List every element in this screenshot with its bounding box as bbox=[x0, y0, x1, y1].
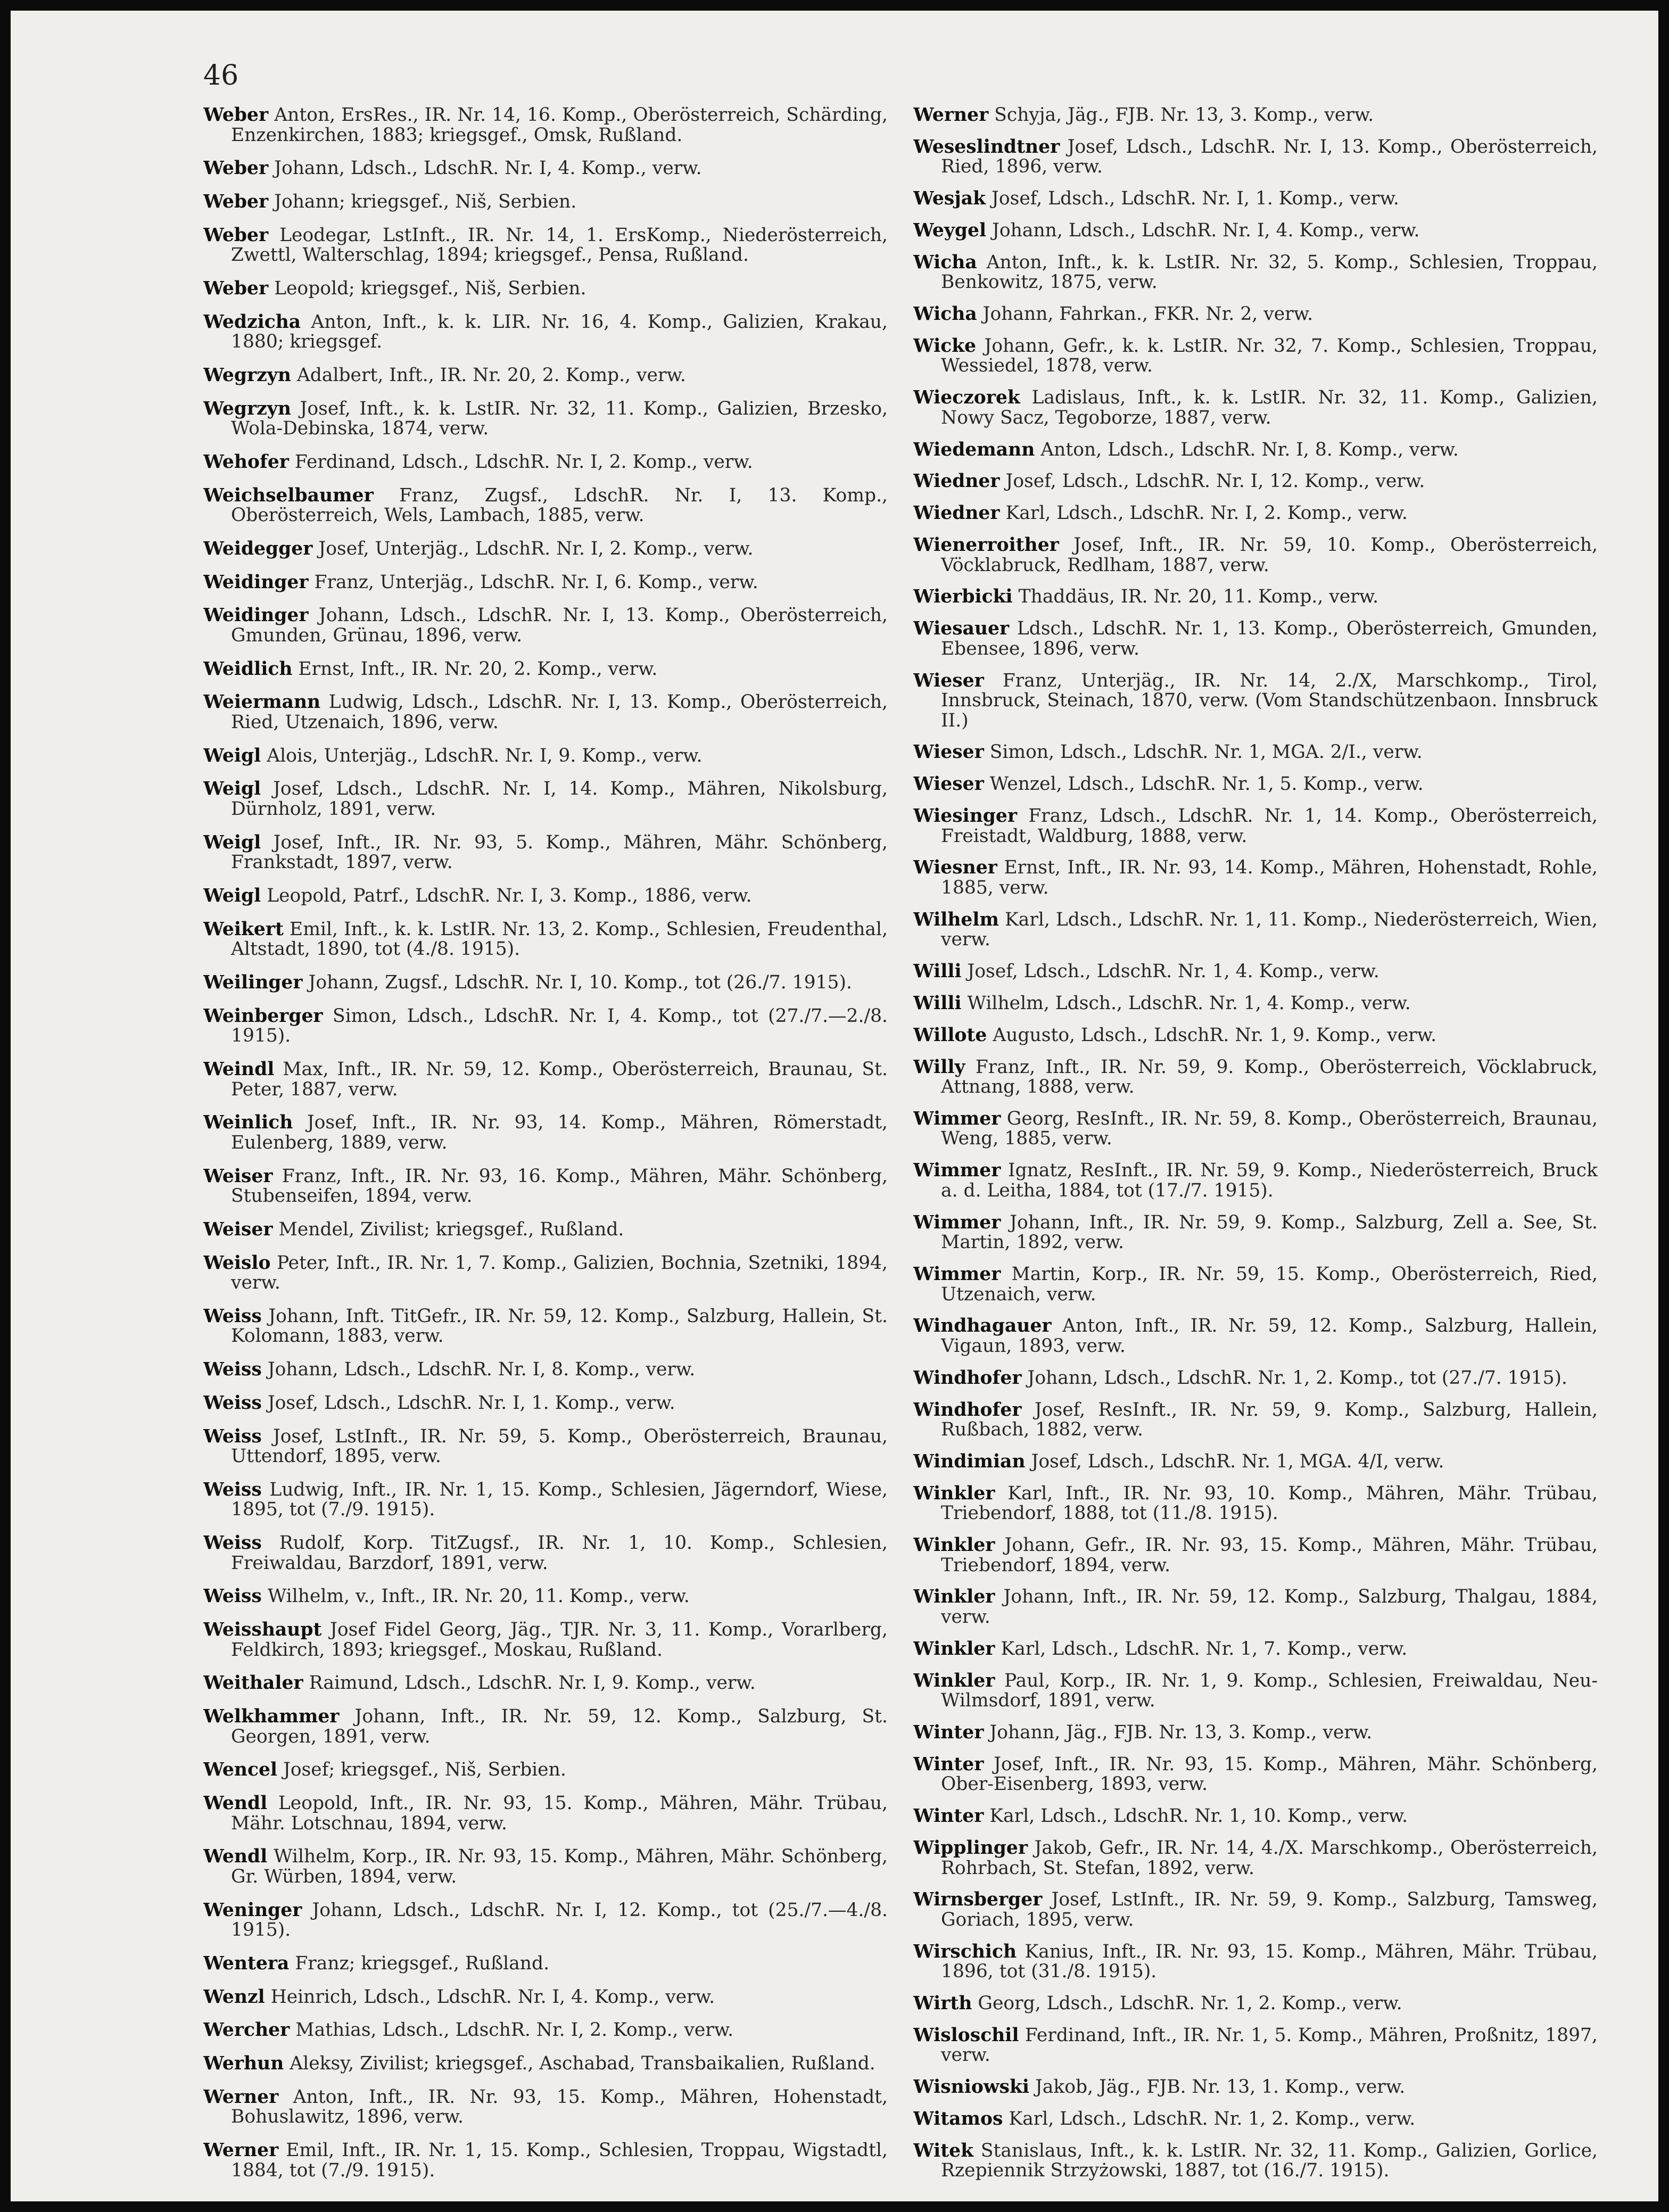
entry-surname: Weiss bbox=[203, 1305, 262, 1327]
entry-surname: Werner bbox=[203, 2086, 279, 2108]
list-entry bbox=[203, 746, 888, 766]
entry-details: Josef, Ldsch., LdschR. Nr. 1, MGA. 4/I, verw. bbox=[1031, 1450, 1444, 1472]
page-number: 46 bbox=[203, 60, 239, 92]
entry-surname: Wienerroither bbox=[913, 534, 1059, 556]
entry-surname: Wentera bbox=[203, 1953, 290, 1975]
entry-surname: Werner bbox=[913, 105, 989, 126]
entry-surname: Wercher bbox=[203, 2019, 290, 2041]
entry-details: Georg, ResInft., IR. Nr. 59, 8. Komp., Oberösterreich, Braunau, Weng, 1885, verw. bbox=[941, 1108, 1598, 1150]
entry-surname: Weber bbox=[203, 191, 269, 212]
list-entry bbox=[203, 105, 888, 145]
list-entry bbox=[203, 1307, 888, 1347]
entry-details: Johann, Inft., IR. Nr. 59, 12. Komp., Salzburg, Thalgau, 1884, verw. bbox=[941, 1586, 1598, 1628]
entry-details: Ferdinand, Inft., IR. Nr. 1, 5. Komp., Mähren, Proßnitz, 1897, verw. bbox=[941, 2024, 1598, 2066]
entry-details: Heinrich, Ldsch., LdschR. Nr. I, 4. Komp., verw. bbox=[270, 1986, 715, 2008]
entry-surname: Weiss bbox=[203, 1425, 262, 1447]
entry-surname: Wesjak bbox=[913, 188, 986, 210]
list-entry bbox=[203, 1427, 888, 1467]
entry-details: Kanius, Inft., IR. Nr. 93, 15. Komp., Mähren, Mähr. Trübau, 1896, tot (31./8. 1915). bbox=[941, 1941, 1598, 1983]
list-entry bbox=[203, 2054, 888, 2074]
entry-surname: Weiermann bbox=[203, 691, 321, 713]
entry-details: Franz, Unterjäg., LdschR. Nr. I, 6. Komp., verw. bbox=[314, 571, 758, 593]
entry-surname: Weigl bbox=[203, 745, 261, 766]
entry-surname: Wimmer bbox=[913, 1211, 1001, 1233]
entry-surname: Weiss bbox=[203, 1479, 262, 1500]
list-entry bbox=[203, 486, 888, 526]
list-entry bbox=[913, 440, 1598, 460]
list-entry bbox=[203, 1987, 888, 2008]
entry-details: Anton, Inft., k. k. LIR. Nr. 16, 4. Komp., Galizien, Krakau, 1880; kriegsgef. bbox=[231, 311, 888, 353]
entry-details: Johann, Gefr., IR. Nr. 93, 15. Komp., Mähren, Mähr. Trübau, Triebendorf, 1894, verw. bbox=[941, 1534, 1598, 1576]
entry-details: Max, Inft., IR. Nr. 59, 12. Komp., Oberösterreich, Braunau, St. Peter, 1887, verw. bbox=[231, 1059, 888, 1100]
entry-details: Josef, Inft., IR. Nr. 93, 14. Komp., Mähren, Römerstadt, Eulenberg, 1889, verw. bbox=[231, 1112, 888, 1153]
entry-details: Franz, Inft., IR. Nr. 93, 16. Komp., Mähren, Mähr. Schönberg, Stubenseifen, 1894, verw. bbox=[231, 1165, 888, 1207]
entry-surname: Wenzl bbox=[203, 1986, 265, 2008]
list-entry bbox=[203, 1167, 888, 1207]
entry-details: Wilhelm, v., Inft., IR. Nr. 20, 11. Komp., verw. bbox=[267, 1586, 690, 1607]
entry-surname: Wierbicki bbox=[913, 586, 1013, 608]
entry-surname: Weber bbox=[203, 224, 269, 246]
entry-surname: Wimmer bbox=[913, 1160, 1001, 1182]
entry-details: Johann, Inft. TitGefr., IR. Nr. 59, 12. Komp., Salzburg, Hallein, St. Kolomann, 1883, verw. bbox=[231, 1305, 888, 1347]
entry-details: Georg, Ldsch., LdschR. Nr. 1, 2. Komp., verw. bbox=[978, 1993, 1402, 2015]
entry-surname: Weiss bbox=[203, 1359, 262, 1381]
entry-details: Augusto, Ldsch., LdschR. Nr. 1, 9. Komp., verw. bbox=[993, 1024, 1437, 1046]
list-entry bbox=[203, 659, 888, 680]
entry-details: Josef, LstInft., IR. Nr. 59, 9. Komp., Salzburg, Tamsweg, Goriach, 1895, verw. bbox=[941, 1889, 1598, 1930]
list-entry bbox=[913, 1213, 1598, 1253]
list-entry bbox=[913, 1265, 1598, 1305]
list-entry bbox=[913, 1026, 1598, 1046]
entry-surname: Winkler bbox=[913, 1534, 995, 1556]
list-entry bbox=[203, 1954, 888, 1974]
entry-surname: Weikert bbox=[203, 918, 284, 940]
list-entry bbox=[913, 2077, 1598, 2098]
entry-surname: Wimmer bbox=[913, 1264, 1001, 1285]
list-entry bbox=[203, 399, 888, 439]
list-entry bbox=[913, 2141, 1598, 2181]
list-entry bbox=[203, 1253, 888, 1293]
entry-surname: Weiss bbox=[203, 1586, 262, 1607]
list-entry bbox=[913, 388, 1598, 428]
list-entry bbox=[203, 539, 888, 559]
list-entry bbox=[913, 774, 1598, 795]
entry-surname: Wicke bbox=[913, 335, 977, 357]
entry-surname: Weigl bbox=[203, 885, 261, 906]
entry-surname: Weidinger bbox=[203, 605, 309, 626]
list-entry bbox=[203, 226, 888, 266]
list-entry bbox=[913, 336, 1598, 376]
list-entry bbox=[203, 2020, 888, 2041]
list-entry bbox=[913, 742, 1598, 763]
list-entry bbox=[913, 1484, 1598, 1524]
entry-surname: Weisshaupt bbox=[203, 1619, 322, 1641]
entry-surname: Weithaler bbox=[203, 1672, 303, 1694]
entry-details: Leodegar, LstInft., IR. Nr. 14, 1. ErsKomp., Niederösterreich, Zwettl, Walterschlag, 1894; kriegsgef., Pensa, Rußland. bbox=[231, 224, 888, 266]
list-entry bbox=[913, 587, 1598, 607]
entry-details: Josef, Ldsch., LdschR. Nr. I, 14. Komp., Mähren, Nikolsburg, Dürnholz, 1891, verw. bbox=[231, 778, 888, 820]
list-entry bbox=[203, 1220, 888, 1240]
entry-surname: Wilhelm bbox=[913, 909, 999, 930]
list-entry bbox=[203, 366, 888, 386]
entry-details: Josef, Ldsch., LdschR. Nr. I, 12. Komp., verw. bbox=[1005, 471, 1425, 492]
entry-details: Johann, Fahrkan., FKR. Nr. 2, verw. bbox=[982, 303, 1313, 325]
list-entry bbox=[203, 1060, 888, 1100]
entry-details: Franz, Zugsf., LdschR. Nr. I, 13. Komp., Oberösterreich, Wels, Lambach, 1885, verw. bbox=[231, 484, 888, 526]
entry-surname: Windimian bbox=[913, 1450, 1026, 1472]
entry-surname: Weiss bbox=[203, 1532, 262, 1554]
entry-surname: Weiser bbox=[203, 1165, 273, 1187]
entry-surname: Wicha bbox=[913, 303, 977, 325]
entry-details: Leopold, Patrf., LdschR. Nr. I, 3. Komp., 1886, verw. bbox=[267, 885, 752, 906]
list-entry bbox=[203, 1587, 888, 1607]
entry-surname: Weygel bbox=[913, 219, 987, 241]
entry-surname: Wiesinger bbox=[913, 805, 1018, 827]
entry-details: Johann, Zugsf., LdschR. Nr. I, 10. Komp., tot (26./7. 1915). bbox=[308, 972, 852, 993]
entry-surname: Weiss bbox=[203, 1392, 262, 1414]
entry-surname: Wirschich bbox=[913, 1941, 1017, 1962]
entry-details: Anton, Inft., IR. Nr. 93, 15. Komp., Mähren, Hohenstadt, Bohuslawitz, 1896, verw. bbox=[231, 2086, 888, 2128]
entry-details: Aleksy, Zivilist; kriegsgef., Aschabad, Transbaikalien, Rußland. bbox=[290, 2053, 875, 2075]
list-entry bbox=[203, 192, 888, 212]
entry-surname: Wipplinger bbox=[913, 1837, 1028, 1859]
entry-surname: Willote bbox=[913, 1024, 987, 1046]
list-entry bbox=[203, 2141, 888, 2181]
entry-details: Josef, Inft., IR. Nr. 59, 10. Komp., Oberösterreich, Vöcklabruck, Redlham, 1887, verw. bbox=[941, 534, 1598, 576]
entry-details: Johann, Ldsch., LdschR. Nr. I, 12. Komp., tot (25./7.—4./8. 1915). bbox=[231, 1899, 888, 1941]
entry-details: Johann, Gefr., k. k. LstIR. Nr. 32, 7. Komp., Schlesien, Troppau, Wessiedel, 1878, verw. bbox=[941, 335, 1598, 377]
entry-details: Ernst, Inft., IR. Nr. 20, 2. Komp., verw. bbox=[298, 658, 658, 680]
document-page bbox=[11, 11, 1658, 2201]
entry-details: Josef, LstInft., IR. Nr. 59, 5. Komp., Oberösterreich, Braunau, Uttendorf, 1895, verw. bbox=[231, 1425, 888, 1467]
list-entry bbox=[203, 1480, 888, 1520]
entry-surname: Winkler bbox=[913, 1638, 995, 1660]
entry-surname: Winkler bbox=[913, 1586, 995, 1608]
entry-surname: Willi bbox=[913, 992, 962, 1014]
entry-surname: Wieser bbox=[913, 670, 984, 691]
entry-details: Karl, Inft., IR. Nr. 93, 10. Komp., Mähren, Mähr. Trübau, Triebendorf, 1888, tot (11./8. 1915). bbox=[941, 1482, 1598, 1524]
entry-surname: Wedzicha bbox=[203, 311, 301, 333]
entry-details: Stanislaus, Inft., k. k. LstIR. Nr. 32, 11. Komp., Galizien, Gorlice, Rzepiennik Strzyżowski, 1887, tot (16./7. 1915). bbox=[941, 2140, 1598, 2181]
entry-details: Mathias, Ldsch., LdschR. Nr. I, 2. Komp., verw. bbox=[295, 2019, 734, 2041]
entry-surname: Wicha bbox=[913, 251, 977, 273]
list-entry bbox=[203, 886, 888, 906]
entry-details: Thaddäus, IR. Nr. 20, 11. Komp., verw. bbox=[1018, 586, 1379, 608]
entry-details: Raimund, Ldsch., LdschR. Nr. I, 9. Komp., verw. bbox=[309, 1672, 756, 1694]
entry-details: Ignatz, ResInft., IR. Nr. 59, 9. Komp., Niederösterreich, Bruck a. d. Leitha, 1884, tot (17./7. 1915). bbox=[941, 1160, 1598, 1201]
entry-details: Peter, Inft., IR. Nr. 1, 7. Komp., Galizien, Bochnia, Szetniki, 1894, verw. bbox=[231, 1252, 888, 1294]
list-entry bbox=[913, 304, 1598, 325]
entry-details: Franz, Inft., IR. Nr. 59, 9. Komp., Oberösterreich, Vöcklabruck, Attnang, 1888, verw. bbox=[941, 1056, 1598, 1098]
entry-details: Emil, Inft., k. k. LstIR. Nr. 13, 2. Komp., Schlesien, Freudenthal, Altstadt, 1890, tot (4./8. 1915). bbox=[231, 918, 888, 960]
entry-details: Emil, Inft., IR. Nr. 1, 15. Komp., Schlesien, Troppau, Wigstadtl, 1884, tot (7./9. 1915). bbox=[231, 2140, 888, 2181]
entry-details: Franz; kriegsgef., Rußland. bbox=[295, 1953, 550, 1975]
entry-surname: Weindl bbox=[203, 1059, 275, 1080]
list-entry bbox=[203, 920, 888, 960]
list-entry bbox=[913, 1316, 1598, 1356]
entry-details: Karl, Ldsch., LdschR. Nr. 1, 10. Komp., verw. bbox=[989, 1805, 1408, 1827]
entry-surname: Willi bbox=[913, 961, 962, 983]
entry-details: Anton, Inft., IR. Nr. 59, 12. Komp., Salzburg, Hallein, Vigaun, 1893, verw. bbox=[941, 1315, 1598, 1357]
entry-surname: Werhun bbox=[203, 2053, 284, 2075]
entry-surname: Wiesauer bbox=[913, 618, 1010, 640]
list-entry bbox=[203, 779, 888, 819]
entry-details: Anton, ErsRes., IR. Nr. 14, 16. Komp., Oberösterreich, Schärding, Enzenkirchen, 1883; kriegsgef., Omsk, Rußland. bbox=[231, 105, 888, 146]
entry-surname: Wiedner bbox=[913, 471, 1000, 492]
entry-details: Karl, Ldsch., LdschR. Nr. 1, 11. Komp., Niederösterreich, Wien, verw. bbox=[941, 909, 1598, 951]
entry-surname: Wimmer bbox=[913, 1108, 1001, 1129]
entry-surname: Weninger bbox=[203, 1899, 302, 1921]
list-entry bbox=[203, 1006, 888, 1046]
entry-details: Jakob, Jäg., FJB. Nr. 13, 1. Komp., verw. bbox=[1035, 2076, 1406, 2098]
entry-details: Rudolf, Korp. TitZugsf., IR. Nr. 1, 10. Komp., Schlesien, Freiwaldau, Barzdorf, 1891, verw. bbox=[231, 1532, 888, 1574]
list-entry bbox=[913, 504, 1598, 524]
entry-surname: Wirth bbox=[913, 1993, 972, 2015]
entry-surname: Weiser bbox=[203, 1218, 273, 1240]
list-entry bbox=[913, 858, 1598, 898]
list-entry bbox=[203, 1901, 888, 1941]
entry-details: Josef, Ldsch., LdschR. Nr. I, 1. Komp., verw. bbox=[992, 188, 1399, 210]
list-entry bbox=[203, 1847, 888, 1887]
list-entry bbox=[913, 1368, 1598, 1389]
list-entry bbox=[203, 159, 888, 179]
entry-details: Jakob, Gefr., IR. Nr. 14, 4./X. Marschkomp., Oberösterreich, Rohrbach, St. Stefan, 1892, verw. bbox=[941, 1837, 1598, 1879]
entry-details: Ferdinand, Ldsch., LdschR. Nr. I, 2. Komp., verw. bbox=[294, 451, 753, 473]
entry-surname: Weber bbox=[203, 105, 269, 126]
entry-details: Ludwig, Ldsch., LdschR. Nr. I, 13. Komp., Oberösterreich, Ried, Utzenaich, 1896, verw. bbox=[231, 691, 888, 733]
entry-surname: Winkler bbox=[913, 1482, 995, 1504]
entry-surname: Weichselbaumer bbox=[203, 484, 374, 506]
entry-surname: Winter bbox=[913, 1753, 984, 1775]
entry-surname: Wendl bbox=[203, 1846, 268, 1868]
list-entry bbox=[913, 2109, 1598, 2130]
list-entry bbox=[913, 1161, 1598, 1201]
list-entry bbox=[203, 1113, 888, 1153]
entry-details: Johann, Ldsch., LdschR. Nr. I, 8. Komp., verw. bbox=[267, 1359, 696, 1381]
list-entry bbox=[203, 1533, 888, 1573]
entry-details: Alois, Unterjäg., LdschR. Nr. I, 9. Komp., verw. bbox=[267, 745, 703, 766]
list-entry bbox=[913, 2026, 1598, 2066]
entry-details: Josef, Inft., IR. Nr. 93, 15. Komp., Mähren, Mähr. Schönberg, Ober-Eisenberg, 1893, verw. bbox=[941, 1753, 1598, 1795]
list-entry bbox=[913, 1942, 1598, 1982]
list-entry bbox=[913, 105, 1598, 126]
entry-surname: Wieser bbox=[913, 773, 984, 795]
entry-details: Franz, Ldsch., LdschR. Nr. 1, 14. Komp., Oberösterreich, Freistadt, Waldburg, 1888, verw. bbox=[941, 805, 1598, 847]
entry-surname: Welkhammer bbox=[203, 1706, 340, 1728]
list-entry bbox=[203, 1707, 888, 1747]
entry-surname: Weinlich bbox=[203, 1112, 293, 1134]
entry-details: Josef, Ldsch., LdschR. Nr. I, 1. Komp., verw. bbox=[267, 1392, 675, 1414]
entry-details: Ernst, Inft., IR. Nr. 93, 14. Komp., Mähren, Hohenstadt, Rohle, 1885, verw. bbox=[941, 857, 1598, 898]
entry-details: Anton, Ldsch., LdschR. Nr. I, 8. Komp., verw. bbox=[1040, 439, 1459, 460]
entry-details: Karl, Ldsch., LdschR. Nr. 1, 2. Komp., verw. bbox=[1009, 2108, 1416, 2130]
list-entry bbox=[203, 1393, 888, 1414]
entry-surname: Weinberger bbox=[203, 1005, 323, 1027]
list-entry bbox=[913, 1452, 1598, 1472]
list-entry bbox=[913, 1806, 1598, 1827]
entry-details: Wenzel, Ldsch., LdschR. Nr. 1, 5. Komp., verw. bbox=[989, 773, 1424, 795]
entry-surname: Weislo bbox=[203, 1252, 271, 1274]
entry-details: Josef, Inft., k. k. LstIR. Nr. 32, 11. Komp., Galizien, Brzesko, Wola-Debinska, 1874, verw. bbox=[231, 398, 888, 440]
entry-details: Johann; kriegsgef., Niš, Serbien. bbox=[274, 191, 577, 212]
entry-surname: Weber bbox=[203, 278, 269, 299]
list-entry bbox=[913, 1994, 1598, 2014]
entry-surname: Wencel bbox=[203, 1759, 278, 1781]
entry-surname: Weigl bbox=[203, 831, 261, 853]
entry-surname: Wieczorek bbox=[913, 387, 1020, 409]
list-entry bbox=[913, 962, 1598, 982]
entry-details: Leopold, Inft., IR. Nr. 93, 15. Komp., Mähren, Mähr. Trübau, Mähr. Lotschnau, 1894, verw. bbox=[231, 1793, 888, 1834]
entry-details: Ldsch., LdschR. Nr. 1, 13. Komp., Oberösterreich, Gmunden, Ebensee, 1896, verw. bbox=[941, 618, 1598, 659]
list-entry bbox=[913, 910, 1598, 950]
list-entry bbox=[203, 2087, 888, 2127]
entry-details: Ladislaus, Inft., k. k. LstIR. Nr. 32, 11. Komp., Galizien, Nowy Sacz, Tegoborze, 1887, verw. bbox=[941, 387, 1598, 428]
entry-details: Josef, Ldsch., LdschR. Nr. 1, 4. Komp., verw. bbox=[967, 961, 1379, 983]
list-entry bbox=[913, 1587, 1598, 1627]
entry-details: Johann, Inft., IR. Nr. 59, 9. Komp., Salzburg, Zell a. See, St. Martin, 1892, verw. bbox=[941, 1211, 1598, 1253]
entry-details: Johann, Ldsch., LdschR. Nr. I, 4. Komp., verw. bbox=[274, 158, 702, 179]
entry-surname: Winter bbox=[913, 1721, 984, 1743]
list-entry bbox=[913, 994, 1598, 1014]
list-entry bbox=[203, 312, 888, 352]
left-column bbox=[203, 105, 888, 2181]
list-entry bbox=[203, 1673, 888, 1694]
entry-details: Josef; kriegsgef., Niš, Serbien. bbox=[283, 1759, 566, 1781]
entry-details: Johann, Ldsch., LdschR. Nr. 1, 2. Komp., tot (27./7. 1915). bbox=[1027, 1367, 1567, 1389]
entry-details: Johann, Ldsch., LdschR. Nr. I, 4. Komp., verw. bbox=[992, 219, 1420, 241]
entry-surname: Windhofer bbox=[913, 1367, 1022, 1389]
entry-details: Mendel, Zivilist; kriegsgef., Rußland. bbox=[278, 1218, 624, 1240]
entry-details: Adalbert, Inft., IR. Nr. 20, 2. Komp., verw. bbox=[296, 365, 686, 386]
entry-details: Schyja, Jäg., FJB. Nr. 13, 3. Komp., verw. bbox=[994, 105, 1374, 126]
entry-surname: Wisniowski bbox=[913, 2076, 1030, 2098]
entry-surname: Wiedner bbox=[913, 502, 1000, 524]
list-entry bbox=[913, 1755, 1598, 1795]
entry-surname: Wegrzyn bbox=[203, 398, 291, 419]
list-entry bbox=[913, 1058, 1598, 1097]
list-entry bbox=[203, 606, 888, 646]
entry-surname: Witek bbox=[913, 2140, 974, 2161]
entry-surname: Weber bbox=[203, 158, 269, 179]
list-entry bbox=[203, 973, 888, 993]
entry-surname: Witamos bbox=[913, 2108, 1003, 2130]
entry-surname: Windhofer bbox=[913, 1399, 1022, 1421]
entry-surname: Weidinger bbox=[203, 571, 309, 593]
list-entry bbox=[203, 1760, 888, 1780]
entry-details: Leopold; kriegsgef., Niš, Serbien. bbox=[274, 278, 586, 299]
list-entry bbox=[913, 472, 1598, 492]
entry-details: Josef, Unterjäg., LdschR. Nr. I, 2. Komp., verw. bbox=[318, 538, 754, 559]
list-entry bbox=[913, 1639, 1598, 1660]
list-entry bbox=[913, 619, 1598, 659]
list-entry bbox=[203, 692, 888, 732]
list-entry bbox=[203, 833, 888, 873]
list-entry bbox=[913, 137, 1598, 177]
list-entry bbox=[203, 1360, 888, 1380]
entry-details: Wilhelm, Korp., IR. Nr. 93, 15. Komp., Mähren, Mähr. Schönberg, Gr. Würben, 1894, verw. bbox=[231, 1846, 888, 1888]
entry-details: Martin, Korp., IR. Nr. 59, 15. Komp., Oberösterreich, Ried, Utzenaich, verw. bbox=[941, 1264, 1598, 1305]
entry-details: Karl, Ldsch., LdschR. Nr. 1, 7. Komp., verw. bbox=[1001, 1638, 1408, 1660]
list-entry bbox=[203, 573, 888, 593]
list-entry bbox=[203, 1794, 888, 1834]
entry-details: Paul, Korp., IR. Nr. 1, 9. Komp., Schlesien, Freiwaldau, Neu-Wilmsdorf, 1891, verw. bbox=[941, 1670, 1598, 1712]
list-entry bbox=[913, 1838, 1598, 1878]
entry-surname: Windhagauer bbox=[913, 1315, 1052, 1337]
entry-details: Josef Fidel Georg, Jäg., TJR. Nr. 3, 11. Komp., Vorarlberg, Feldkirch, 1893; kriegsgef., Moskau, Rußland. bbox=[231, 1619, 888, 1661]
list-entry bbox=[913, 1723, 1598, 1743]
entry-details: Johann, Jäg., FJB. Nr. 13, 3. Komp., verw. bbox=[989, 1721, 1373, 1743]
entry-details: Karl, Ldsch., LdschR. Nr. I, 2. Komp., verw. bbox=[1005, 502, 1408, 524]
list-entry bbox=[913, 253, 1598, 293]
entry-details: Johann, Ldsch., LdschR. Nr. I, 13. Komp., Oberösterreich, Gmunden, Grünau, 1896, verw. bbox=[231, 605, 888, 646]
entry-surname: Wendl bbox=[203, 1793, 268, 1814]
entry-surname: Weidlich bbox=[203, 658, 293, 680]
entry-surname: Winter bbox=[913, 1805, 984, 1827]
entry-surname: Weigl bbox=[203, 778, 261, 800]
entry-details: Wilhelm, Ldsch., LdschR. Nr. 1, 4. Komp., verw. bbox=[967, 992, 1411, 1014]
entry-surname: Werner bbox=[203, 2140, 279, 2161]
entry-surname: Weidegger bbox=[203, 538, 313, 559]
entry-surname: Wieser bbox=[913, 741, 984, 763]
list-entry bbox=[913, 671, 1598, 731]
list-entry bbox=[913, 1890, 1598, 1930]
list-entry bbox=[913, 189, 1598, 209]
two-column-list bbox=[203, 105, 1598, 2181]
list-entry bbox=[913, 535, 1598, 575]
entry-details: Anton, Inft., k. k. LstIR. Nr. 32, 5. Komp., Schlesien, Troppau, Benkowitz, 1875, verw. bbox=[941, 251, 1598, 293]
list-entry bbox=[203, 1620, 888, 1660]
entry-surname: Weseslindtner bbox=[913, 136, 1060, 158]
list-entry bbox=[203, 279, 888, 299]
entry-details: Johann, Inft., IR. Nr. 59, 12. Komp., Salzburg, St. Georgen, 1891, verw. bbox=[231, 1706, 888, 1747]
entry-surname: Wisloschil bbox=[913, 2024, 1019, 2046]
right-column bbox=[913, 105, 1598, 2181]
list-entry bbox=[203, 452, 888, 473]
entry-details: Franz, Unterjäg., IR. Nr. 14, 2./X, Marschkomp., Tirol, Innsbruck, Steinach, 1870, verw. (Vom Standschützenbaon. Innsbruck II.) bbox=[941, 670, 1598, 731]
entry-surname: Weilinger bbox=[203, 972, 303, 993]
entry-details: Josef, ResInft., IR. Nr. 59, 9. Komp., Salzburg, Hallein, Rußbach, 1882, verw. bbox=[941, 1399, 1598, 1441]
entry-surname: Wiesner bbox=[913, 857, 997, 879]
entry-surname: Willy bbox=[913, 1056, 965, 1078]
entry-surname: Wehofer bbox=[203, 451, 289, 473]
list-entry bbox=[913, 1400, 1598, 1440]
entry-surname: Winkler bbox=[913, 1670, 995, 1691]
entry-details: Josef, Ldsch., LdschR. Nr. I, 13. Komp., Oberösterreich, Ried, 1896, verw. bbox=[941, 136, 1598, 178]
entry-details: Simon, Ldsch., LdschR. Nr. 1, MGA. 2/I., verw. bbox=[989, 741, 1423, 763]
list-entry bbox=[913, 1536, 1598, 1575]
entry-surname: Wiedemann bbox=[913, 439, 1035, 460]
entry-details: Josef, Inft., IR. Nr. 93, 5. Komp., Mähren, Mähr. Schönberg, Frankstadt, 1897, verw. bbox=[231, 831, 888, 873]
list-entry bbox=[913, 1109, 1598, 1149]
entry-details: Ludwig, Inft., IR. Nr. 1, 15. Komp., Schlesien, Jägerndorf, Wiese, 1895, tot (7./9. 1915). bbox=[231, 1479, 888, 1521]
entry-details: Simon, Ldsch., LdschR. Nr. I, 4. Komp., tot (27./7.—2./8. 1915). bbox=[231, 1005, 888, 1047]
entry-surname: Wirnsberger bbox=[913, 1889, 1043, 1911]
list-entry bbox=[913, 806, 1598, 846]
list-entry bbox=[913, 1671, 1598, 1711]
list-entry bbox=[913, 221, 1598, 241]
entry-surname: Wegrzyn bbox=[203, 365, 291, 386]
